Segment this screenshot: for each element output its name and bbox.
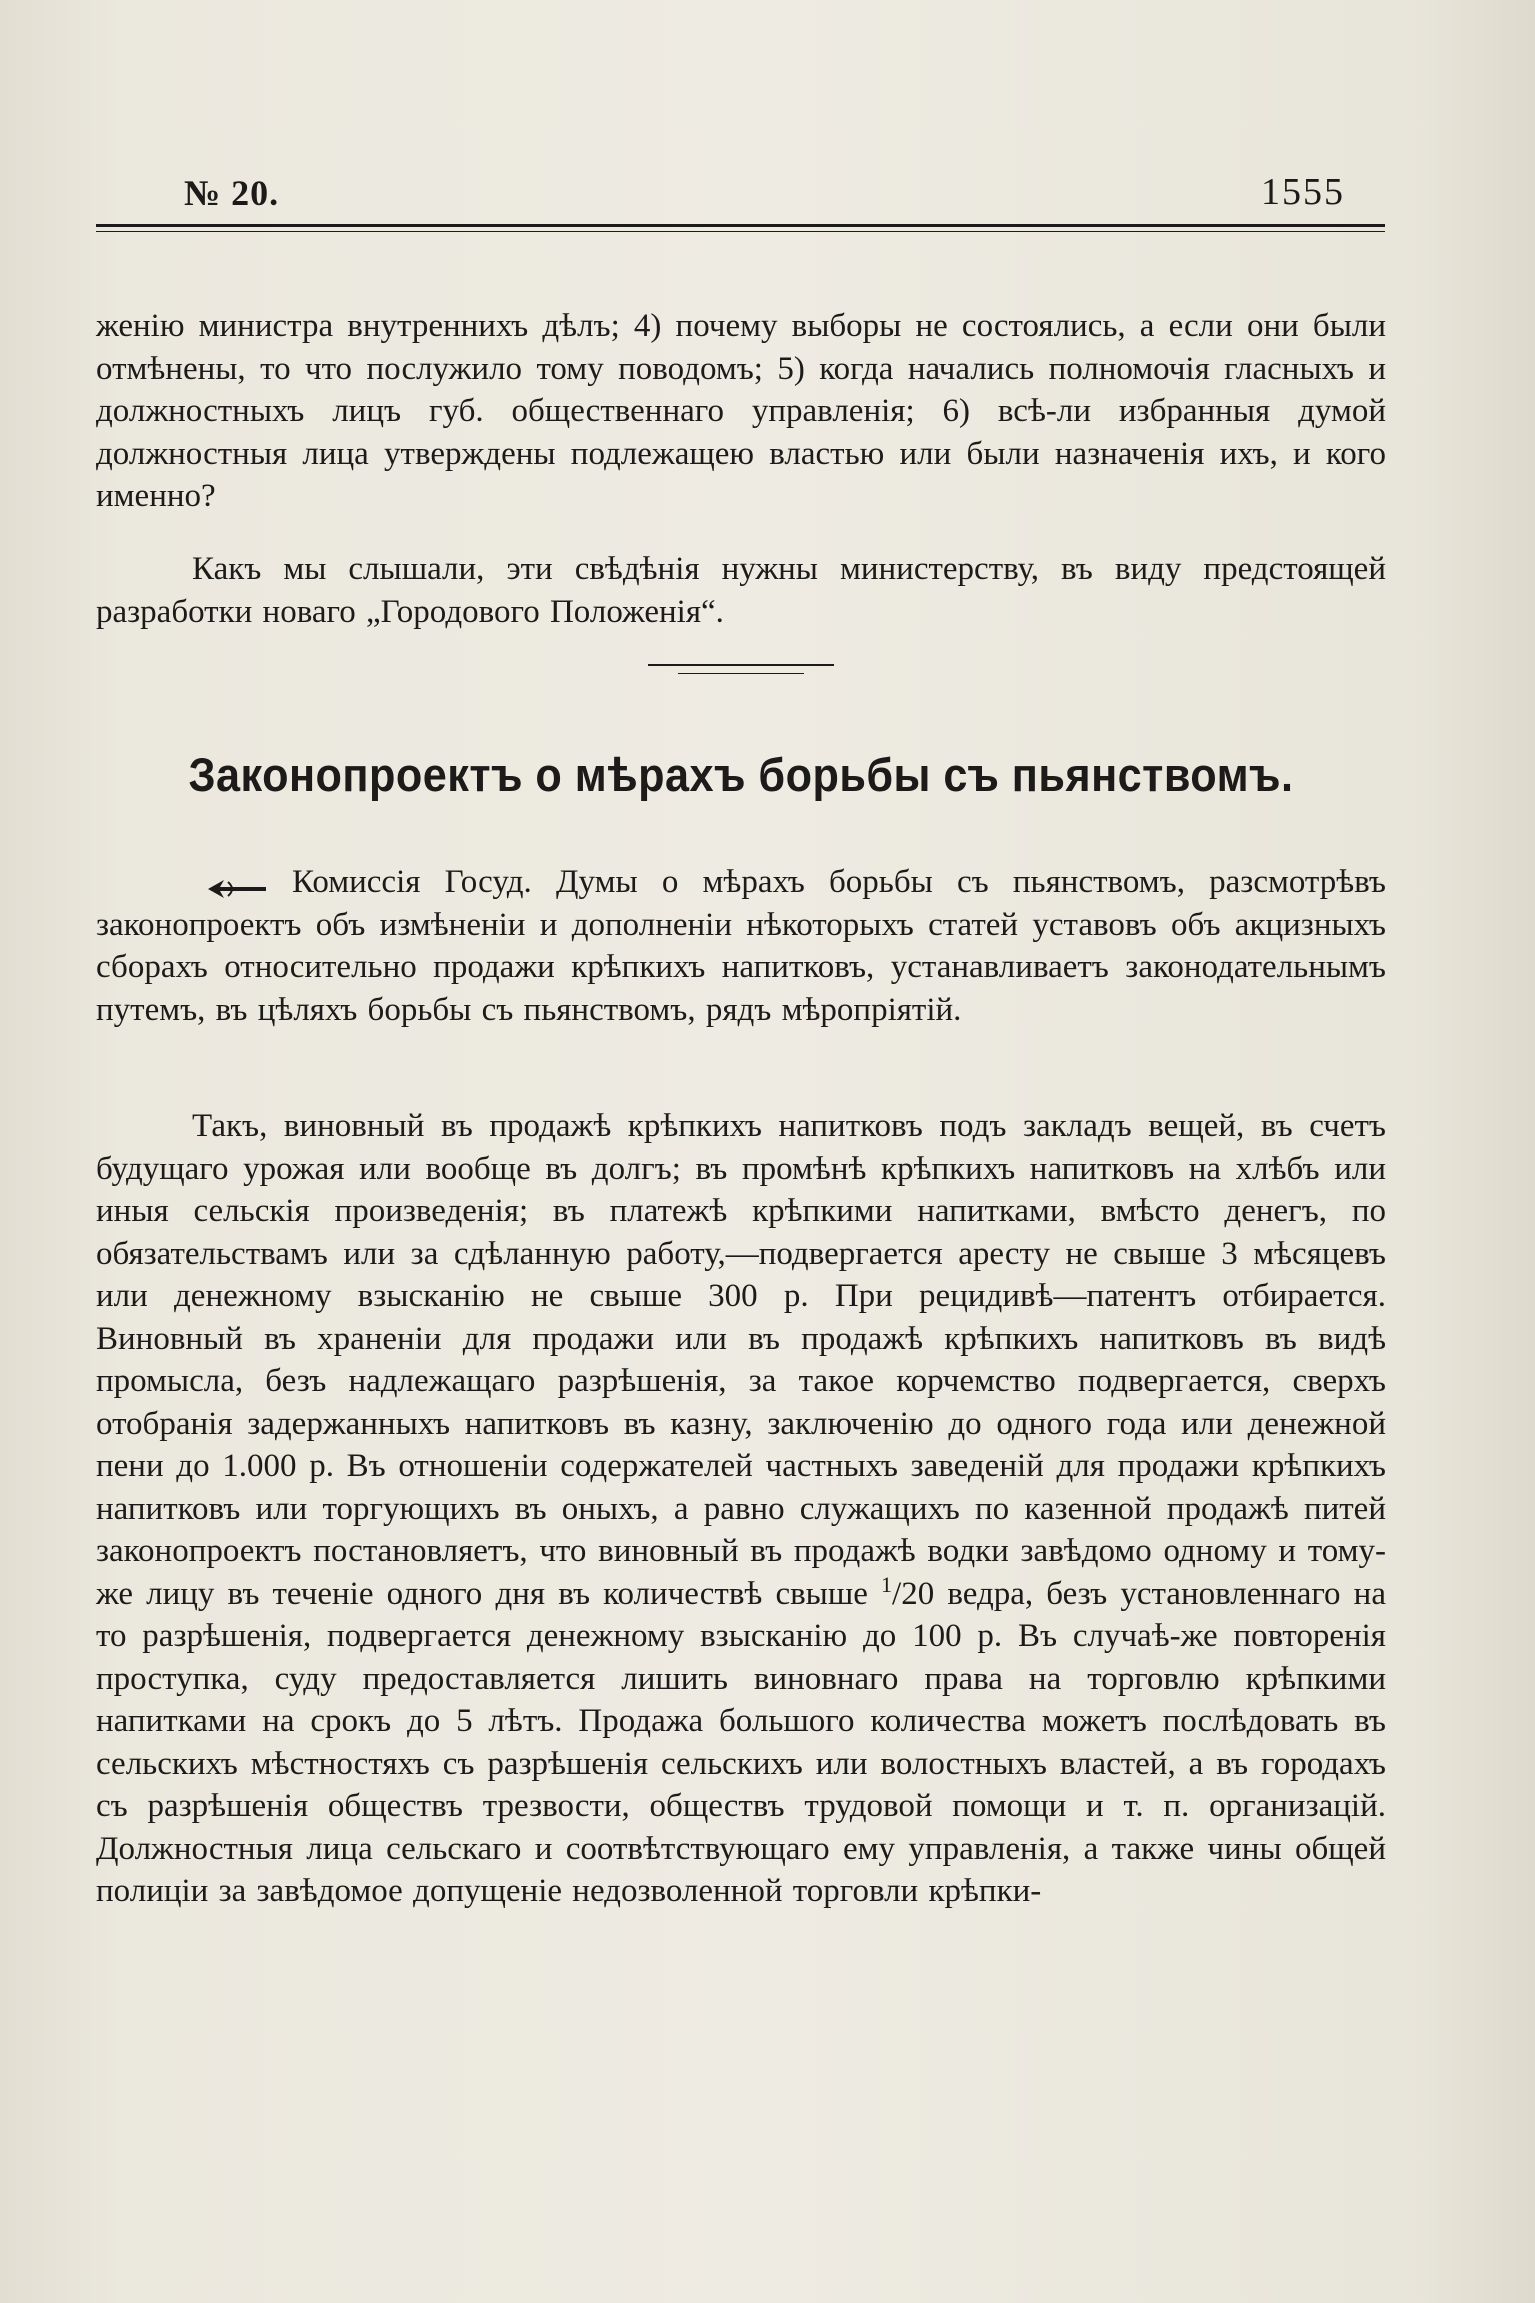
separator-line-top bbox=[648, 664, 834, 666]
fraction-denominator: /20 bbox=[892, 1575, 935, 1612]
paragraph-continued: женію министра внутреннихъ дѣлъ; 4) почему выборы не состоялись, а если они были отмѣнены, то что послужило тому поводомъ; 5) когда начались полномочія гласныхъ и должностныхъ лицъ губ. общественнаго управленія; 6) всѣ-ли избранныя думой должностныя лица утверждены подлежащею властью или были назначенія ихъ, и кого именно? bbox=[96, 308, 1386, 514]
fraction-numerator: 1 bbox=[881, 1571, 893, 1597]
paragraph-penalties bbox=[96, 1105, 1386, 1913]
article-title: Законопроектъ о мѣрахъ борьбы съ пьянствомъ. bbox=[188, 748, 1294, 801]
page-header bbox=[96, 172, 1385, 228]
paragraph-penalties-part1: Такъ, виновный въ продажѣ крѣпкихъ напитковъ подъ закладъ вещей, въ счетъ будущаго урожая или вообще въ долгъ; въ промѣнѣ крѣпкихъ напитковъ на хлѣбъ или иныя сельскія произведенія; въ платежѣ крѣпкими напитками, вмѣсто денегъ, по обязательствамъ или за сдѣланную работу,—подвергается аресту не свыше 3 мѣсяцевъ или денежному взысканію не свыше 300 р. При рецидивѣ—патентъ отбирается. Виновный въ храненіи для продажи или въ продажѣ крѣпкихъ напитковъ въ видѣ промысла, безъ надлежащаго разрѣшенія, за такое корчемство подвергается, сверхъ отобранія задержанныхъ напитковъ въ казну, заключенію до одного года или денежной пени до 1.000 р. Въ отношеніи содержателей частныхъ заведеній для продажи крѣпкихъ напитковъ или торгующихъ въ оныхъ, а равно служащихъ по казенной продажѣ питей законопроектъ постановляетъ, что виновный въ продажѣ водки завѣдомо одному и тому-же лицу въ теченіе одного дня въ количествѣ свыше bbox=[96, 1108, 1386, 1612]
paragraph-commission-intro bbox=[96, 861, 1386, 1031]
header-rule-thin bbox=[96, 231, 1385, 232]
paragraph-report-note: Какъ мы слышали, эти свѣдѣнія нужны министерству, въ виду предстоящей разработки новаго „Городового Положенія“. bbox=[96, 551, 1386, 630]
separator-line-bottom bbox=[678, 673, 804, 674]
section-separator bbox=[648, 664, 834, 678]
issue-number: № 20. bbox=[184, 173, 280, 213]
header-rule bbox=[96, 224, 1385, 234]
page-number: 1555 bbox=[1261, 171, 1345, 213]
paragraph-commission-text: Комиссія Госуд. Думы о мѣрахъ борьбы съ пьянствомъ, разсмотрѣвъ законопроектъ объ измѣненіи и дополненіи нѣкоторыхъ статей уставовъ объ акцизныхъ сборахъ относительно продажи крѣпкихъ напитковъ, устанавливаетъ законодательнымъ путемъ, въ цѣляхъ борьбы съ пьянствомъ, рядъ мѣропріятій. bbox=[96, 864, 1386, 1028]
pointing-hand-ornament-icon bbox=[206, 871, 268, 897]
header-rule-thick bbox=[96, 224, 1385, 227]
paragraph-penalties-part2: ведра, безъ установленнаго на то разрѣшенія, подвергается денежному взысканію до 100 р. Въ случаѣ-же повторенія проступка, суду предоставляется лишить виновнаго права на торговлю крѣпкими напитками на срокъ до 5 лѣтъ. Продажа большого количества можетъ послѣдовать въ сельскихъ мѣстностяхъ съ разрѣшенія сельскихъ или волостныхъ властей, а въ городахъ съ разрѣшенія обществъ трезвости, обществъ трудовой помощи и т. п. организацій. Должностныя лица сельскаго и соотвѣтствующаго ему управленія, а также чины общей полиціи за завѣдомое допущеніе недозволенной торговли крѣпки- bbox=[96, 1575, 1386, 1909]
